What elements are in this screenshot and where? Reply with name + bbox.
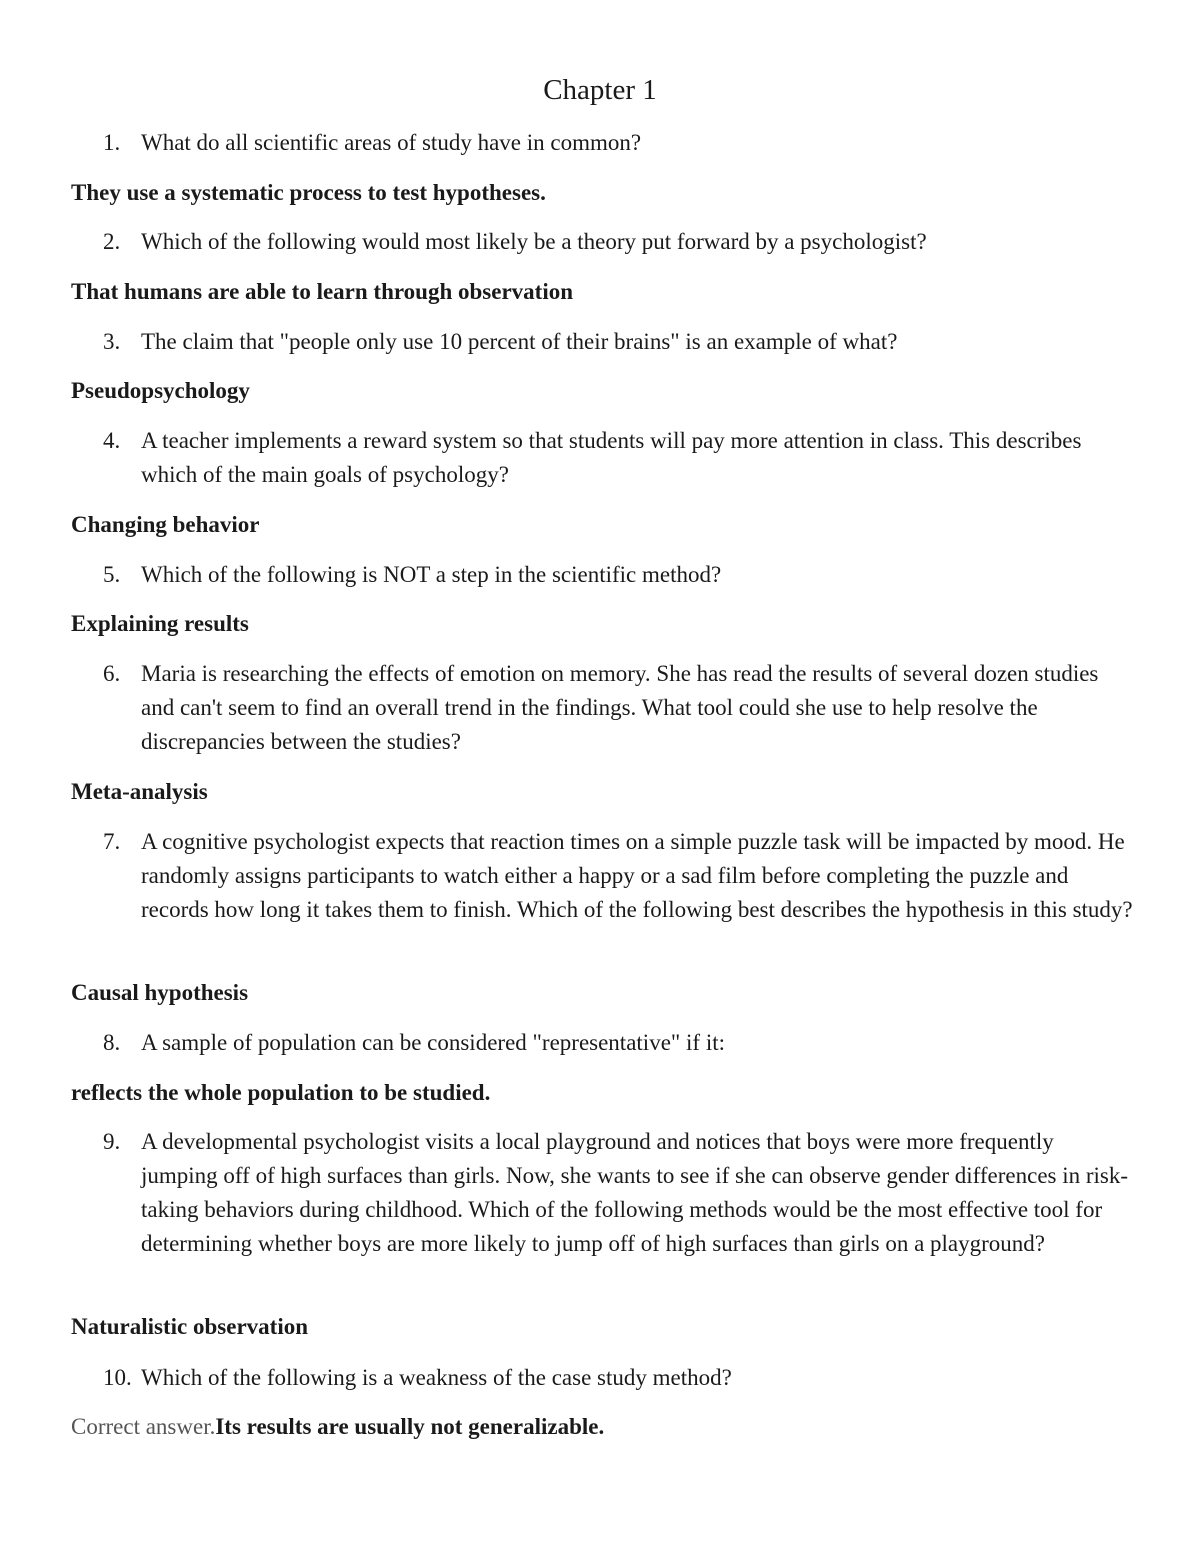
question-text: Which of the following would most likely be a theory put forward by a psychologist?: [141, 229, 927, 254]
question-number: 10.: [103, 1365, 132, 1390]
question-text: A developmental psychologist visits a local playground and notices that boys were more frequently jumping off of high surfaces than girls. Now, she wants to see if she can observe gender differences in risk-taking behaviors during childhood. Which of the following methods would be the most effective tool for determining whether boys are more likely to jump off of high surfaces than girls on a playground?: [141, 1129, 1129, 1256]
question-number: 9.: [103, 1129, 121, 1154]
question-6: [103, 657, 1133, 759]
question-number: 5.: [103, 562, 121, 587]
question-text: What do all scientific areas of study have in common?: [141, 130, 642, 155]
question-text: Which of the following is NOT a step in the scientific method?: [141, 562, 722, 587]
question-number: 3.: [103, 329, 121, 354]
answer-5: Explaining results: [71, 611, 249, 636]
question-2: [103, 225, 1133, 259]
answer-2: That humans are able to learn through observation: [71, 279, 574, 304]
answer-prefix: Correct answer.: [71, 1414, 216, 1439]
question-4: [103, 424, 1133, 492]
question-7: [103, 825, 1133, 927]
question-number: 7.: [103, 829, 121, 854]
answer-text: Its results are usually not generalizable.: [215, 1414, 605, 1439]
answer-1: They use a systematic process to test hypotheses.: [71, 180, 546, 205]
answer-7: Causal hypothesis: [71, 980, 249, 1005]
question-8: [103, 1026, 1133, 1060]
question-9: [103, 1125, 1133, 1261]
answer-9: Naturalistic observation: [71, 1314, 309, 1339]
question-1: [103, 126, 1133, 160]
question-text: A cognitive psychologist expects that reaction times on a simple puzzle task will be impacted by mood. He randomly assigns participants to watch either a happy or a sad film before completing the puzzle and records how long it takes them to finish. Which of the following best describes the hypothesis in this study?: [141, 829, 1133, 922]
question-number: 8.: [103, 1030, 121, 1055]
page-title: Chapter 1: [543, 74, 657, 106]
answer-8: reflects the whole population to be studied.: [71, 1080, 491, 1105]
answer-10: [71, 1410, 1131, 1444]
answer-6: Meta-analysis: [71, 779, 208, 804]
answer-4: Changing behavior: [71, 512, 260, 537]
question-text: Which of the following is a weakness of the case study method?: [141, 1365, 732, 1390]
question-number: 1.: [103, 130, 121, 155]
question-3: [103, 325, 1133, 359]
question-text: A teacher implements a reward system so that students will pay more attention in class. This describes which of the main goals of psychology?: [141, 428, 1082, 487]
answer-3: Pseudopsychology: [71, 378, 250, 403]
question-text: A sample of population can be considered "representative" if it:: [141, 1030, 726, 1055]
question-10: [103, 1361, 1133, 1395]
question-text: The claim that "people only use 10 percent of their brains" is an example of what?: [141, 329, 898, 354]
question-number: 4.: [103, 428, 121, 453]
question-number: 2.: [103, 229, 121, 254]
question-text: Maria is researching the effects of emotion on memory. She has read the results of several dozen studies and can't seem to find an overall trend in the findings. What tool could she use to help resolve the discrepancies between the studies?: [141, 661, 1099, 754]
question-number: 6.: [103, 661, 121, 686]
question-5: [103, 558, 1133, 592]
